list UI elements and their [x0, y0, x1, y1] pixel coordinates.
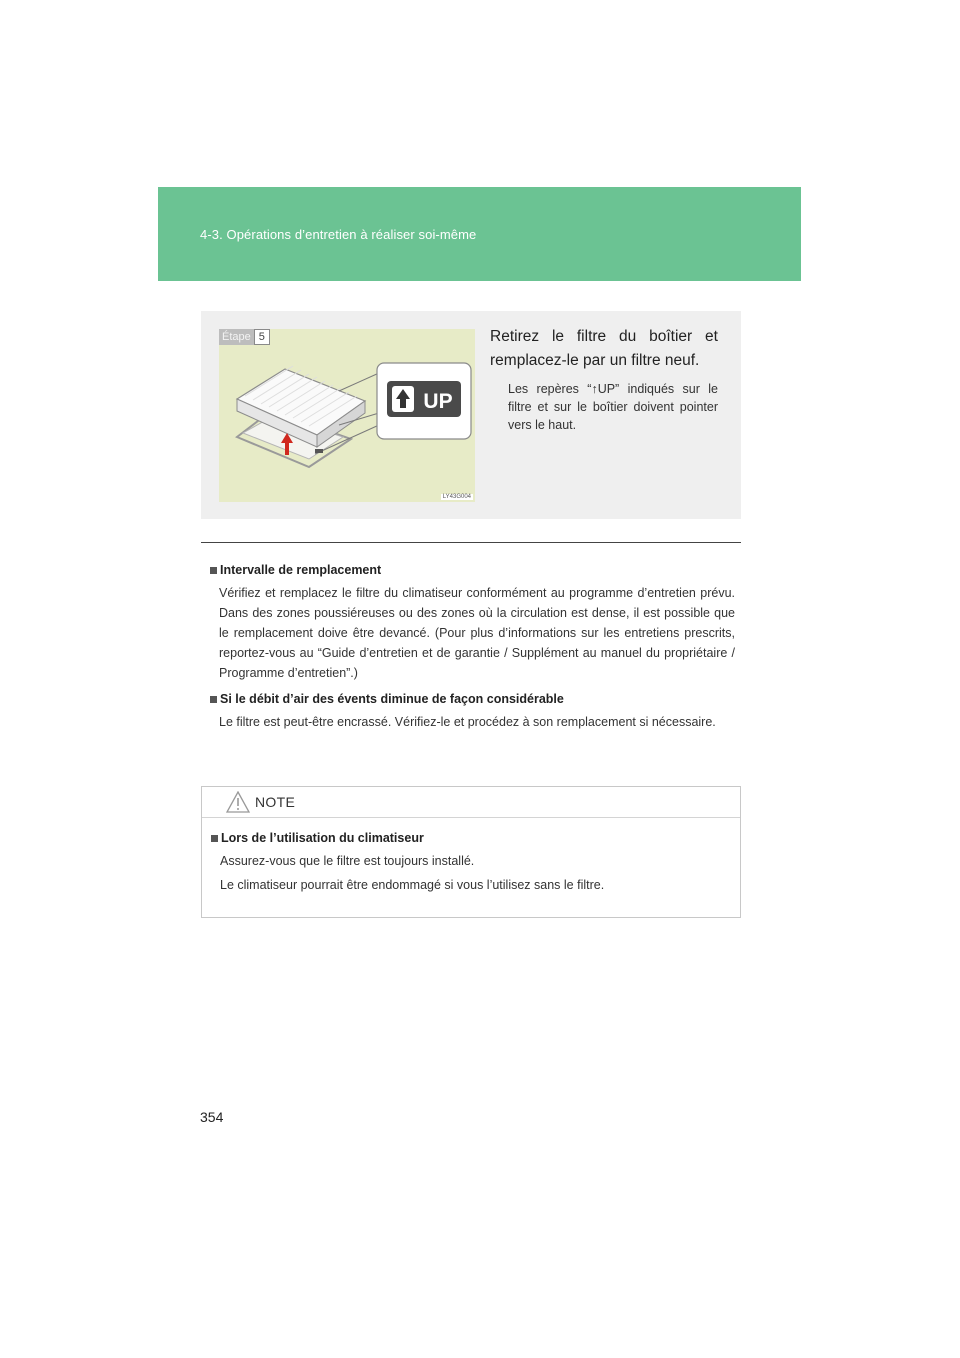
up-label: UP — [423, 390, 453, 413]
square-bullet-icon — [210, 567, 217, 574]
step-instruction: Retirez le filtre du boîtier et remplacez-le par un filtre neuf. — [490, 328, 718, 369]
divider — [201, 542, 741, 543]
section-airflow — [210, 692, 735, 732]
section-heading: Intervalle de remplacement — [210, 563, 735, 577]
notice-content — [211, 831, 731, 895]
step-number: 5 — [254, 329, 270, 345]
filter-drawing — [219, 329, 475, 502]
section-header — [158, 187, 801, 281]
section-body: Le filtre est peut-être encrassé. Vérifiez-le et procédez à son remplacement si nécessaire. — [219, 715, 716, 729]
notice-label: NOTE — [255, 794, 296, 810]
step-panel — [201, 311, 741, 519]
step-badge — [219, 329, 270, 345]
page-number: 354 — [200, 1109, 224, 1125]
notice-box — [201, 786, 741, 918]
step-label: Étape — [219, 329, 254, 345]
notice-heading: Lors de l’utilisation du climatiseur — [211, 831, 731, 845]
warning-icon — [226, 791, 250, 813]
section-body: Vérifiez et remplacez le filtre du climatiseur conformément au programme d’entretien prévu. Dans des zones poussiéreuses ou des zones où la circulation est dense, il est possible que le remplacement doive être devancé. (Pour plus d’informations sur les entretiens prescrits, reportez-vous au “Guide d’entretien et de garantie / Supplément au manuel du propriétaire / Programme d’entretien”.) — [219, 586, 735, 680]
notice-header — [202, 787, 740, 818]
square-bullet-icon — [211, 835, 218, 842]
step-note: Les repères “↑UP” indiqués sur le filtre et sur le boîtier doivent pointer vers le haut. — [508, 382, 718, 432]
section-heading: Si le débit d’air des évents diminue de façon considérable — [210, 692, 735, 706]
section-replacement-interval — [210, 563, 735, 683]
square-bullet-icon — [210, 696, 217, 703]
illustration-code: LY43G004 — [442, 494, 471, 500]
section-title: 4-3. Opérations d’entretien à réaliser soi-même — [200, 227, 477, 242]
notice-line: Le climatiseur pourrait être endommagé si vous l’utilisez sans le filtre. — [220, 878, 605, 892]
notice-line: Assurez-vous que le filtre est toujours installé. — [220, 854, 475, 868]
filter-illustration — [219, 329, 475, 502]
